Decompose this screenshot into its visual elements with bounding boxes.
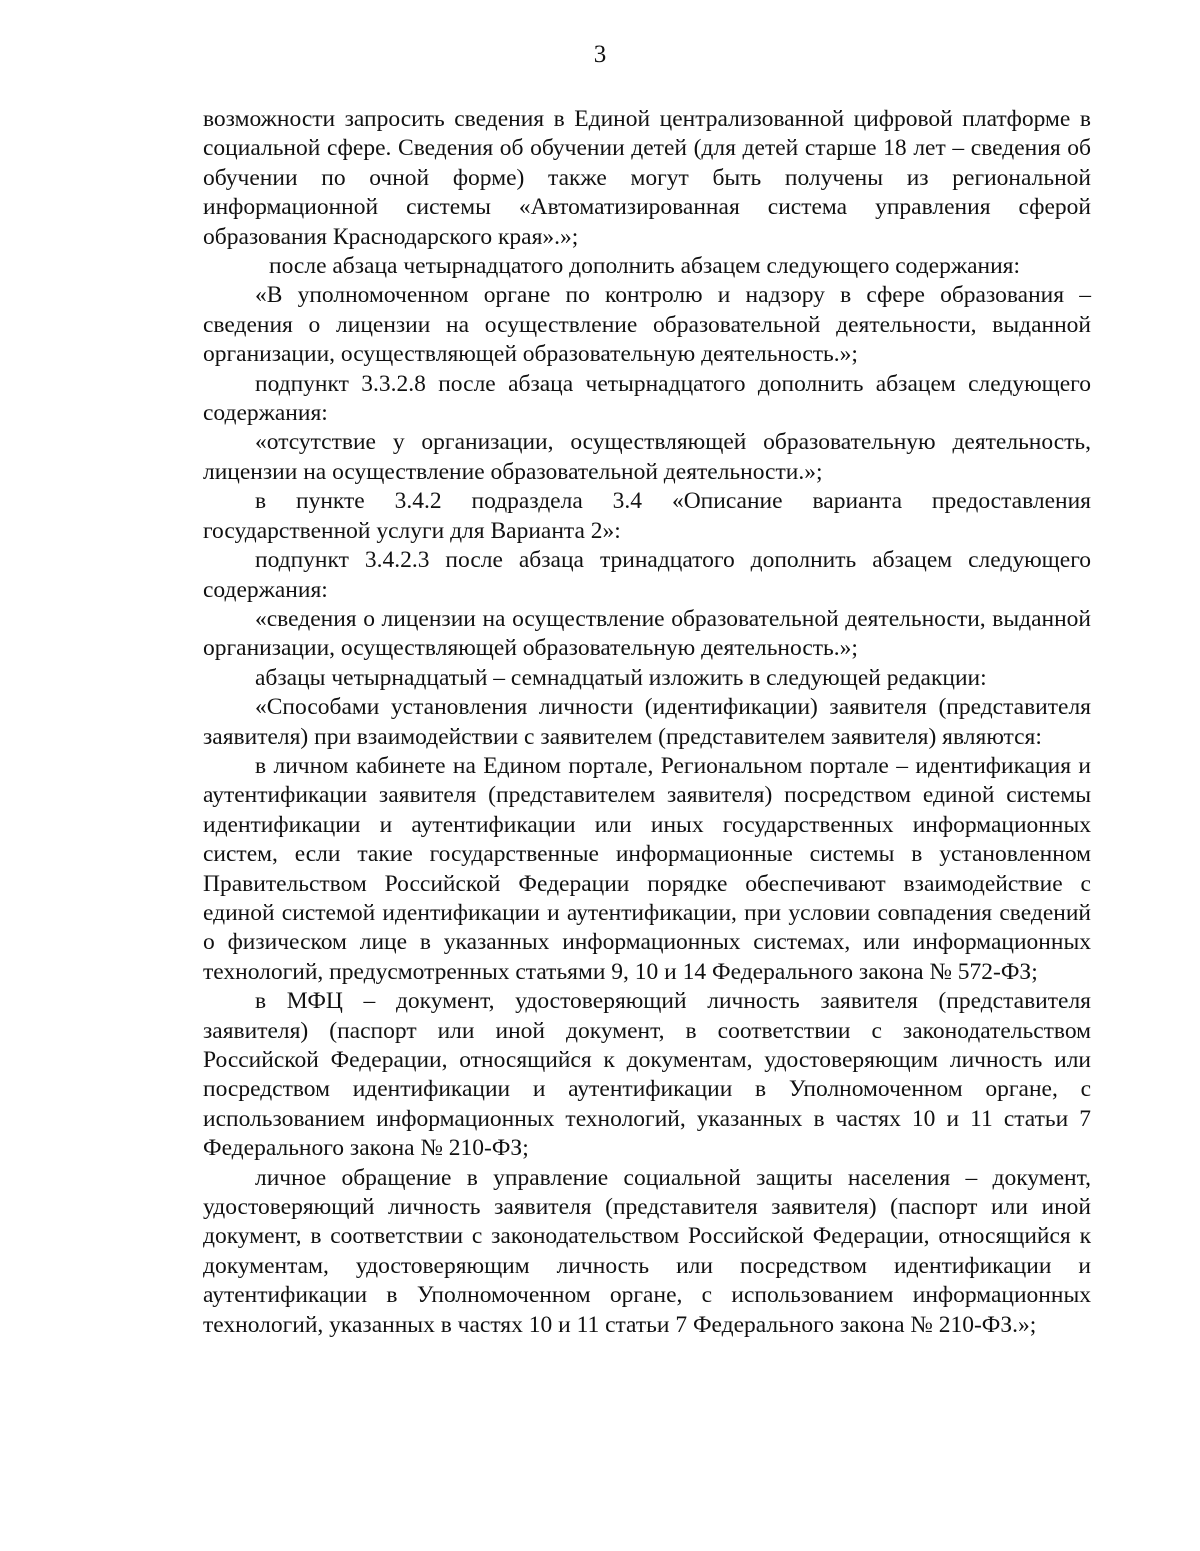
document-body	[203, 105, 1091, 1340]
paragraph-quoted-text: «сведения о лицензии на осуществление образовательной деятельности, выданной организации, осуществляющей образовательную деятельность.»;	[203, 605, 1091, 662]
paragraph-list-item: в личном кабинете на Едином портале, Региональном портале – идентификация и аутентификации заявителя (представителем заявителя) посредством единой системы идентификации и аутентификации или иных государственных информационных систем, если такие государственные информационные системы в установленном Правительством Российской Федерации порядке обеспечивают взаимодействие с единой системой идентификации и аутентификации, при условии совпадения сведений о физическом лице в указанных информационных системах, или информационных технологий, предусмотренных статьями 9, 10 и 14 Федерального закона № 572-ФЗ;	[203, 752, 1091, 985]
paragraph-list-item: личное обращение в управление социальной защиты населения – документ, удостоверяющий личность заявителя (представителя заявителя) (паспорт или иной документ, в соответствии с законодательством Российской Федерации, относящийся к документам, удостоверяющим личность или посредством идентификации и аутентификации в Уполномоченном органе, с использованием информационных технологий, указанных в частях 10 и 11 статьи 7 Федерального закона № 210-ФЗ.»;	[203, 1164, 1091, 1338]
paragraph-amendment-instruction: абзацы четырнадцатый – семнадцатый изложить в следующей редакции:	[255, 664, 987, 691]
paragraph-amendment-instruction: подпункт 3.3.2.8 после абзаца четырнадцатого дополнить абзацем следующего содержания:	[203, 370, 1091, 427]
paragraph-quoted-text: «Способами установления личности (идентификации) заявителя (представителя заявителя) при взаимодействии с заявителем (представителем заявителя) являются:	[203, 694, 1091, 750]
paragraph-amendment-instruction: подпункт 3.4.2.3 после абзаца тринадцатого дополнить абзацем следующего содержания:	[203, 547, 1091, 603]
paragraph-amendment-instruction: в пункте 3.4.2 подраздела 3.4 «Описание варианта предоставления государственной услуги для Варианта 2»:	[203, 488, 1091, 544]
paragraph-list-item: в МФЦ – документ, удостоверяющий личность заявителя (представителя заявителя) (паспорт или иной документ, в соответствии с законодательством Российской Федерации, относящийся к документам, удостоверяющим личность или посредством идентификации и аутентификации в Уполномоченном органе, с использованием информационных технологий, указанных в частях 10 и 11 статьи 7 Федерального закона № 210-ФЗ;	[203, 988, 1091, 1162]
paragraph-amendment-instruction: после абзаца четырнадцатого дополнить абзацем следующего содержания:	[269, 253, 1021, 280]
paragraph-continuation: возможности запросить сведения в Единой централизованной цифровой платформе в социальной сфере. Сведения об обучении детей (для детей старше 18 лет – сведения об обучении по очной форме) также могут быть получены из региональной информационной системы «Автоматизированная система управления сферой образования Краснодарского края».»;	[203, 106, 1091, 250]
paragraph-quoted-text: «отсутствие у организации, осуществляющей образовательную деятельность, лицензии на осуществление образовательной деятельности.»;	[203, 429, 1091, 485]
page-number: 3	[593, 41, 607, 68]
paragraph-quoted-text: «В уполномоченном органе по контролю и надзору в сфере образования – сведения о лицензии на осуществление образовательной деятельности, выданной организации, осуществляющей образовательную деятельность.»;	[203, 282, 1091, 368]
